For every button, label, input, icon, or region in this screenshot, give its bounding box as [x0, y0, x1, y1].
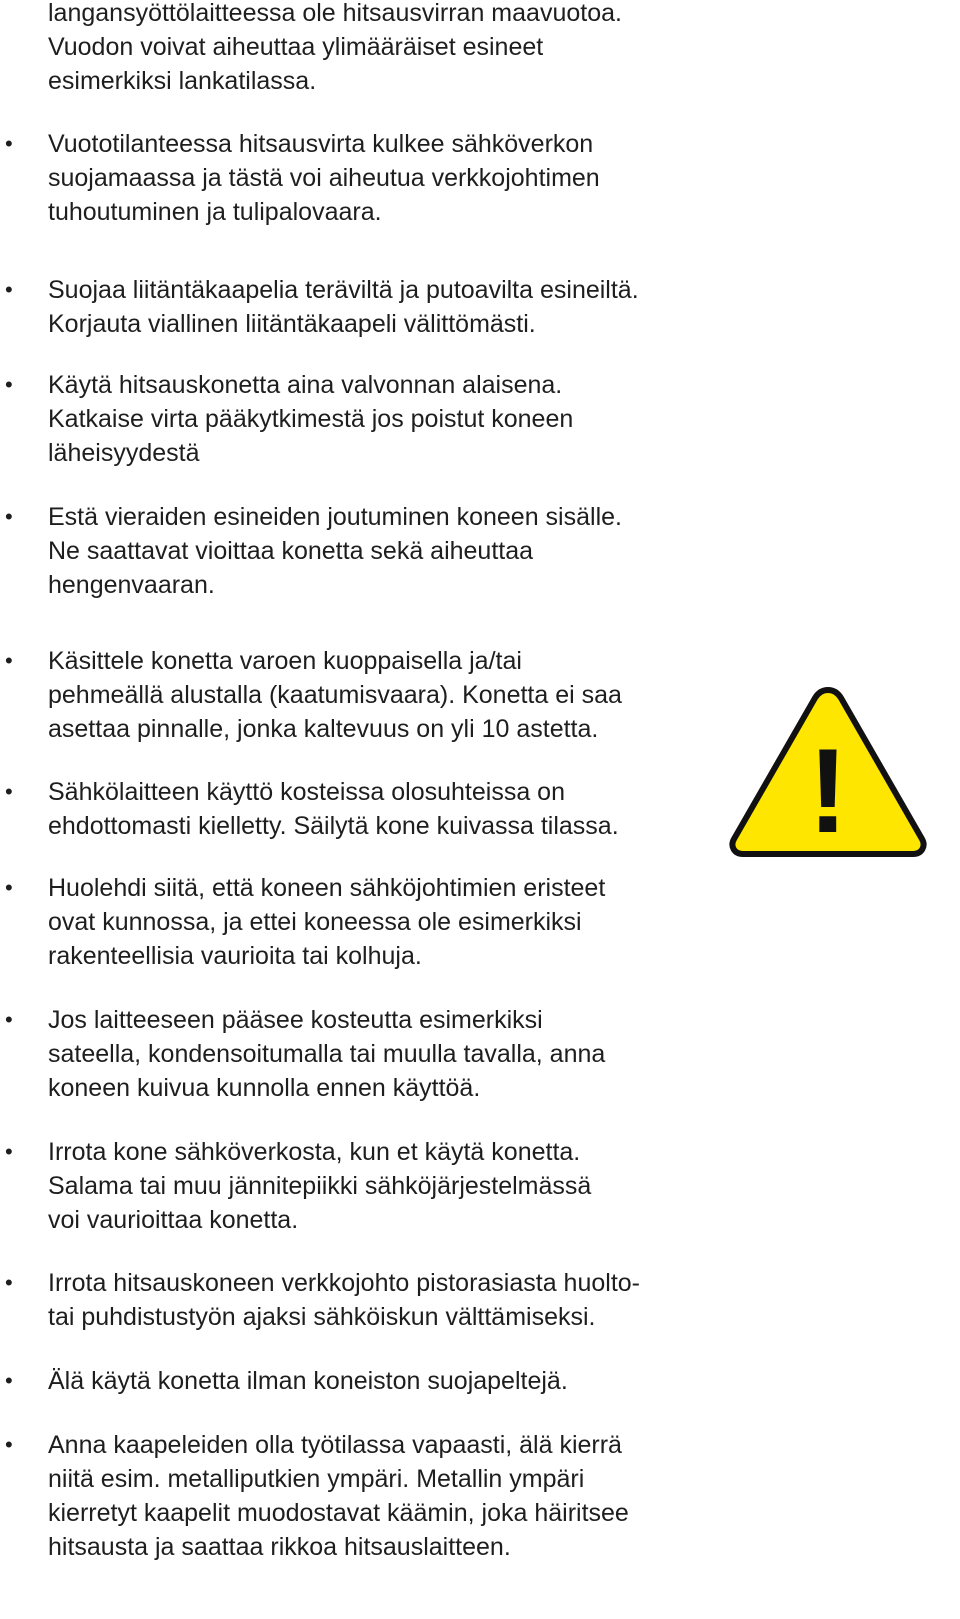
bullet: • — [5, 1432, 13, 1457]
exclamation-warning-triangle-icon — [725, 682, 931, 862]
list-item-text: Anna kaapeleiden olla työtilassa vapaasti, älä kierrä niitä esim. metalliputkien ympäri. Metallin ympäri kierretyt kaapelit muodostavat käämin, joka häiritsee hitsausta ja saattaa rikkoa hitsauslaitteen. — [48, 1431, 629, 1561]
list-item-text: Irrota kone sähköverkosta, kun et käytä konetta. Salama tai muu jännitepiikki sähköjärjestelmässä voi vaurioittaa konetta. — [48, 1138, 592, 1234]
list-item-text: Käytä hitsauskonetta aina valvonnan alaisena. Katkaise virta pääkytkimestä jos poistut koneen läheisyydestä — [48, 371, 574, 467]
bullet: • — [5, 372, 13, 397]
bullet: • — [5, 131, 13, 156]
list-item-text: Älä käytä konetta ilman koneiston suojapeltejä. — [48, 1367, 568, 1395]
bullet: • — [5, 875, 13, 900]
list-item-text: Irrota hitsauskoneen verkkojohto pistorasiasta huolto- tai puhdistustyön ajaksi sähköiskun välttämiseksi. — [48, 1269, 640, 1331]
intro-paragraph: langansyöttölaitteessa ole hitsausvirran maavuotoa. Vuodon voivat aiheuttaa ylimääräiset esineet esimerkiksi lankatilassa. — [48, 0, 622, 95]
bullet: • — [5, 277, 13, 302]
list-item-text: Sähkölaitteen käyttö kosteissa olosuhteissa on ehdottomasti kielletty. Säilytä kone kuivassa tilassa. — [48, 778, 619, 840]
bullet: • — [5, 1270, 13, 1295]
bullet: • — [5, 1139, 13, 1164]
bullet: • — [5, 504, 13, 529]
list-item-text: Huolehdi siitä, että koneen sähköjohtimien eristeet ovat kunnossa, ja ettei koneessa ole esimerkiksi rakenteellisia vaurioita tai kolhuja. — [48, 874, 606, 970]
list-item-text: Jos laitteeseen pääsee kosteutta esimerkiksi sateella, kondensoitumalla tai muulla tavalla, anna koneen kuivua kunnolla ennen käyttöä. — [48, 1006, 606, 1102]
list-item-text: Vuototilanteessa hitsausvirta kulkee sähköverkon suojamaassa ja tästä voi aiheutua verkkojohtimen tuhoutuminen ja tulipalovaara. — [48, 130, 600, 226]
list-item-text: Suojaa liitäntäkaapelia teräviltä ja putoavilta esineiltä. Korjauta viallinen liitäntäkaapeli välittömästi. — [48, 276, 639, 338]
bullet: • — [5, 1007, 13, 1032]
bullet: • — [5, 779, 13, 804]
bullet: • — [5, 1368, 13, 1393]
bullet: • — [5, 648, 13, 673]
list-item-text: Käsittele konetta varoen kuoppaisella ja/tai pehmeällä alustalla (kaatumisvaara). Konetta ei saa asettaa pinnalle, jonka kaltevuus on yli 10 astetta. — [48, 647, 622, 743]
list-item-text: Estä vieraiden esineiden joutuminen koneen sisälle. Ne saattavat vioittaa konetta sekä aiheuttaa hengenvaaran. — [48, 503, 622, 599]
exclamation-mark: ! — [808, 724, 848, 858]
